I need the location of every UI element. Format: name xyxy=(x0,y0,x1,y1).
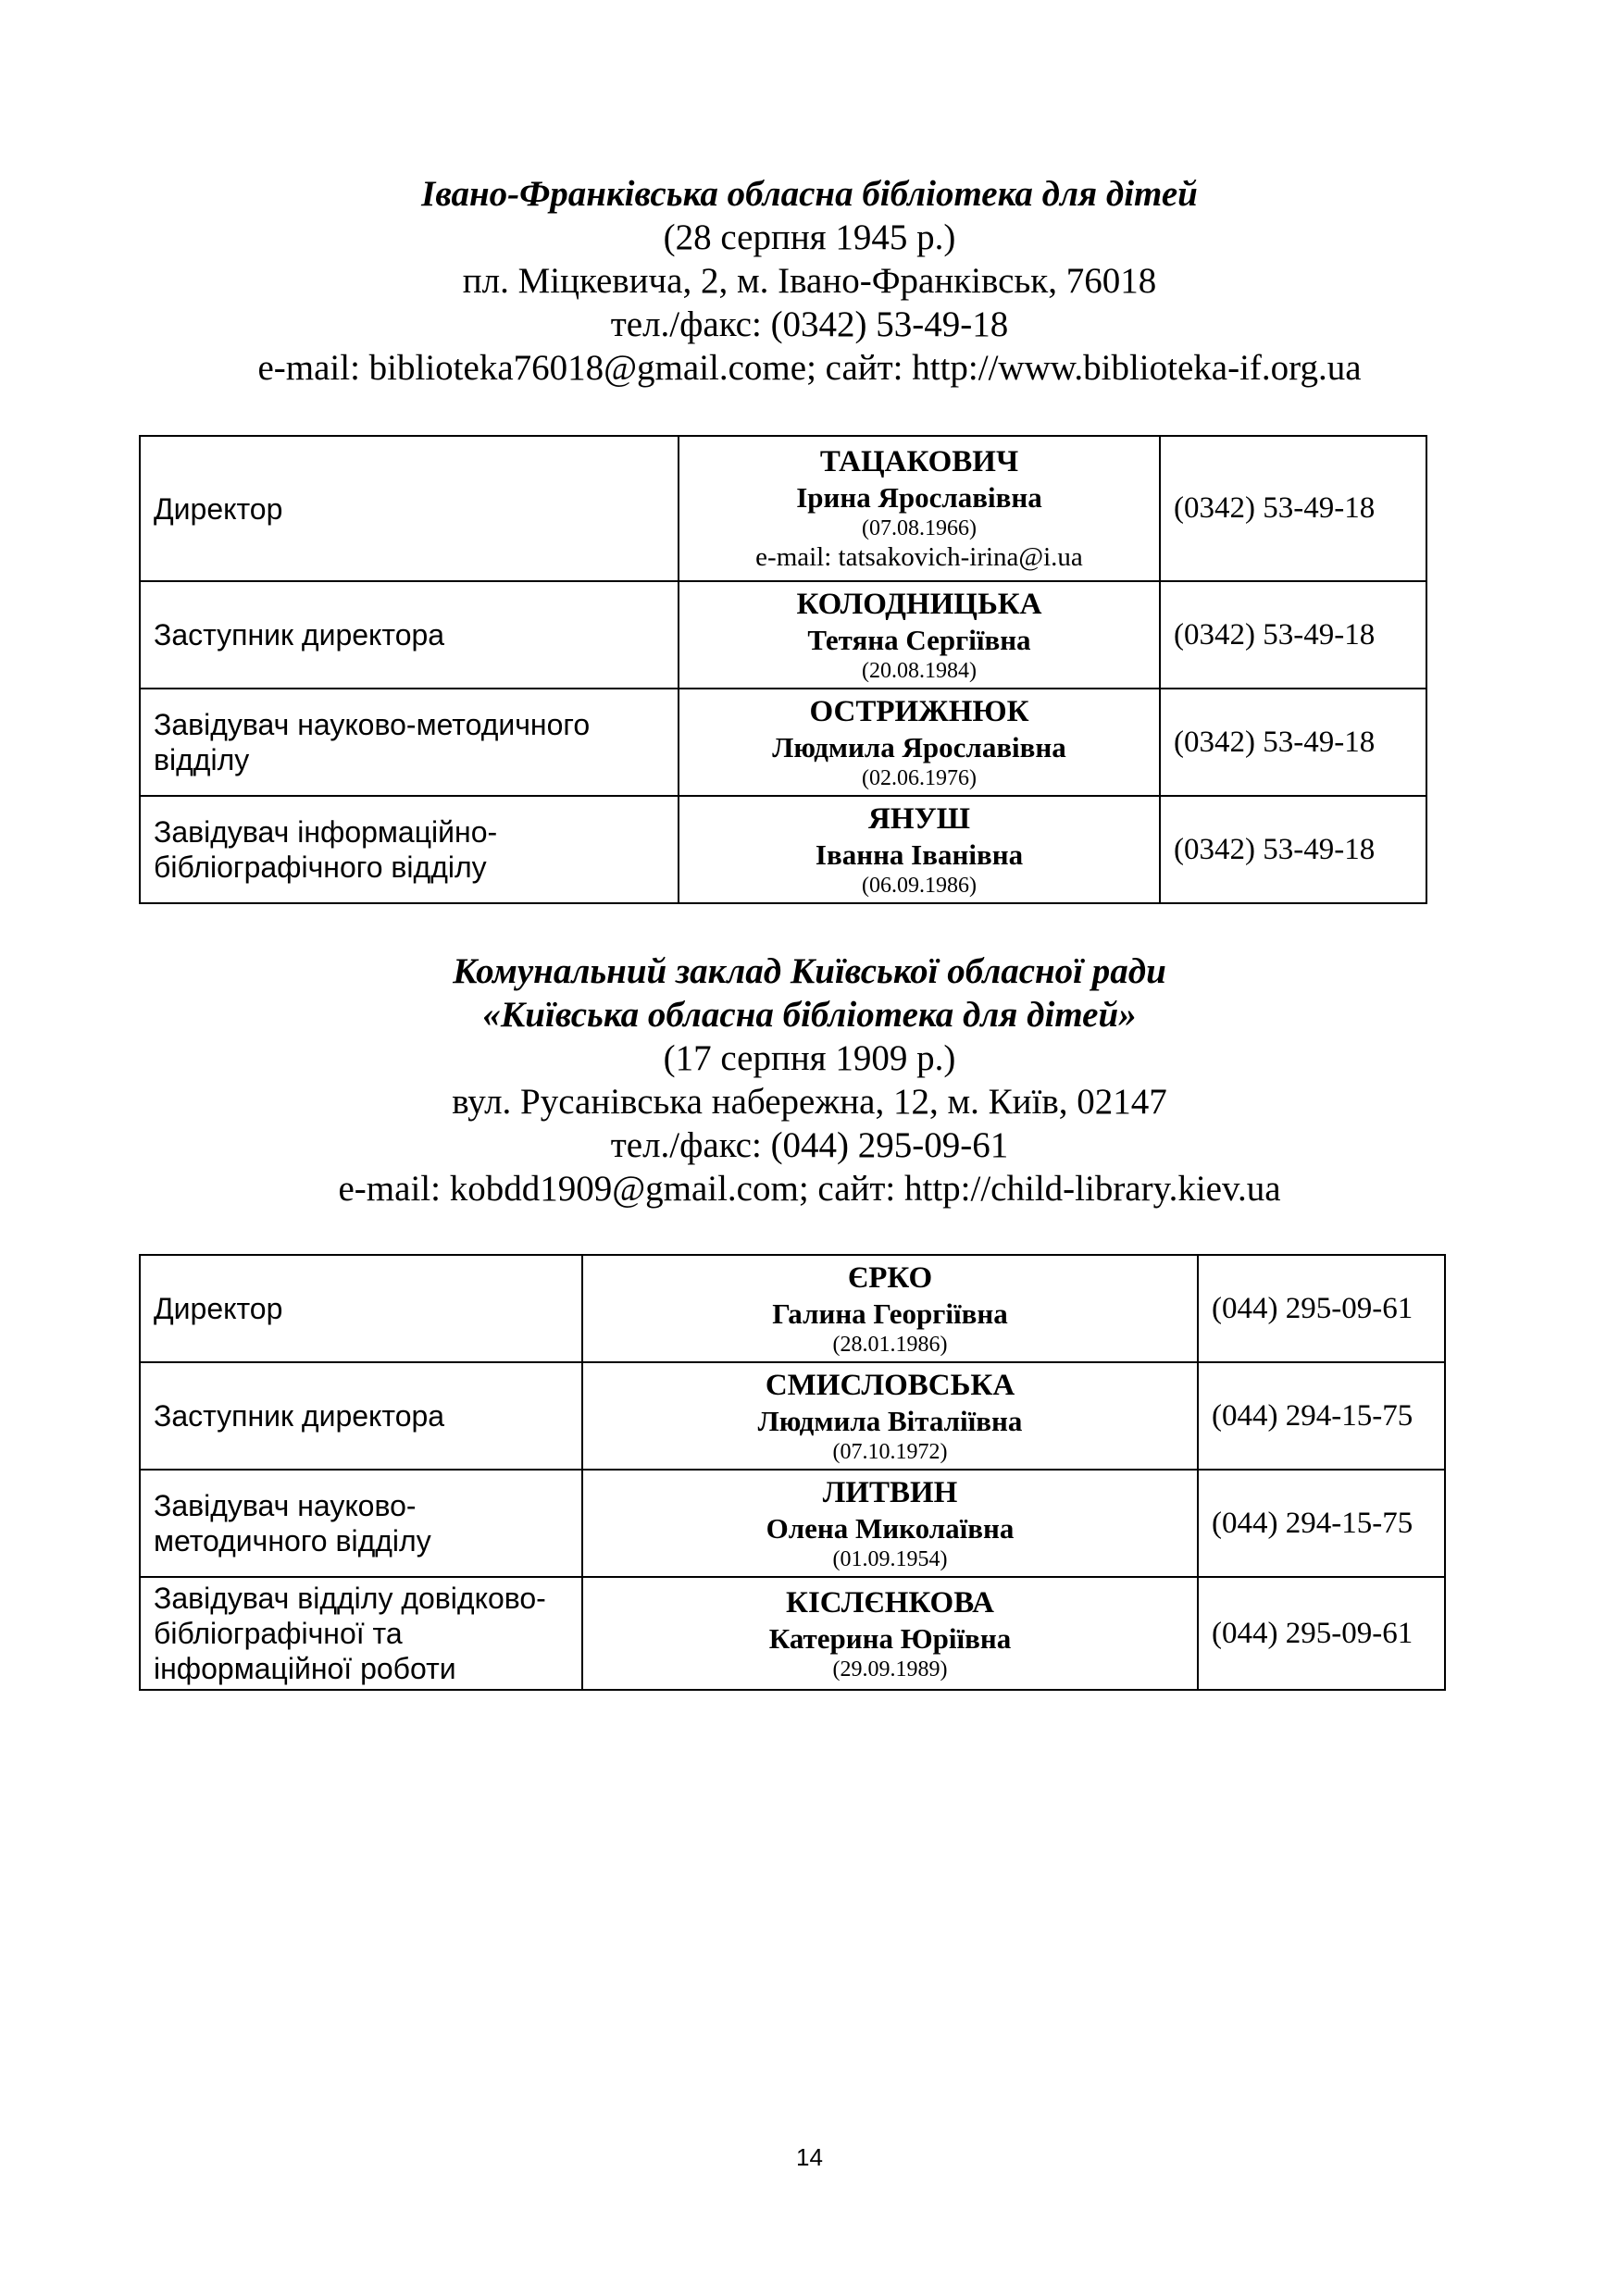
person-given-name: Людмила Ярославівна xyxy=(772,730,1066,763)
org2-title-line2: «Київська обласна бібліотека для дітей» xyxy=(482,995,1137,1035)
org2-contacts: e-mail: kobdd1909@gmail.com; сайт: http://child-library.kiev.ua xyxy=(338,1169,1281,1209)
person-cell xyxy=(582,1362,1198,1470)
person-birth-date: (01.09.1954) xyxy=(832,1546,948,1571)
table-row xyxy=(140,1362,1445,1470)
person-given-name: Іванна Іванівна xyxy=(815,838,1024,871)
person-given-name: Ірина Ярославівна xyxy=(796,481,1042,514)
person-birth-date: (06.09.1986) xyxy=(862,873,977,898)
phone-cell: (0342) 53-49-18 xyxy=(1160,689,1426,796)
person-email: e-mail: tatsakovich-irina@i.ua xyxy=(755,542,1083,572)
org2-staff-table xyxy=(139,1254,1446,1691)
org2-address: вул. Русанівська набережна, 12, м. Київ, 02147 xyxy=(452,1082,1167,1122)
table-row xyxy=(140,436,1426,581)
person-birth-date: (29.09.1989) xyxy=(832,1657,948,1682)
person-surname: ОСТРИЖНЮК xyxy=(809,694,1029,728)
person-surname: ТАЦАКОВИЧ xyxy=(819,445,1019,478)
role-cell: Завідувач науково-методичного відділу xyxy=(140,689,679,796)
org1-contacts: e-mail: biblioteka76018@gmail.come; сайт: http://www.biblioteka-if.org.ua xyxy=(257,348,1362,388)
phone-cell: (044) 294-15-75 xyxy=(1198,1470,1445,1577)
person-birth-date: (02.06.1976) xyxy=(862,765,977,790)
org1-address: пл. Міцкевича, 2, м. Івано-Франківськ, 76018 xyxy=(462,261,1157,301)
org1-title: Івано-Франківська обласна бібліотека для дітей xyxy=(421,174,1198,214)
phone-cell: (0342) 53-49-18 xyxy=(1160,796,1426,903)
person-surname: СМИСЛОВСЬКА xyxy=(765,1368,1015,1402)
person-cell xyxy=(679,436,1160,581)
page-number: 14 xyxy=(796,2143,823,2171)
table-row xyxy=(140,689,1426,796)
org1-date: (28 серпня 1945 р.) xyxy=(663,217,956,257)
person-given-name: Олена Миколаївна xyxy=(766,1511,1015,1545)
org2-title-line1: Комунальний заклад Київської обласної ради xyxy=(453,951,1166,991)
role-cell: Директор xyxy=(140,436,679,581)
person-surname: ЄРКО xyxy=(847,1260,933,1295)
person-given-name: Тетяна Сергіївна xyxy=(807,623,1031,656)
org1-staff-table xyxy=(139,435,1427,904)
role-cell: Завідувач інформаційно-бібліографічного відділу xyxy=(140,796,679,903)
table-row xyxy=(140,1577,1445,1690)
person-surname: КІСЛЄНКОВА xyxy=(786,1585,994,1620)
org2-phone: тел./факс: (044) 295-09-61 xyxy=(610,1125,1009,1165)
person-surname: ЛИТВИН xyxy=(822,1475,958,1509)
role-cell: Заступник директора xyxy=(140,581,679,689)
table-row xyxy=(140,1255,1445,1362)
person-cell xyxy=(679,581,1160,689)
phone-cell: (044) 295-09-61 xyxy=(1198,1577,1445,1690)
person-cell xyxy=(582,1255,1198,1362)
person-cell xyxy=(679,796,1160,903)
role-cell: Завідувач відділу довідково-бібліографічної та інформаційної роботи xyxy=(140,1577,582,1690)
org1-header xyxy=(0,172,1619,390)
person-cell xyxy=(582,1470,1198,1577)
phone-cell: (0342) 53-49-18 xyxy=(1160,581,1426,689)
phone-cell: (044) 295-09-61 xyxy=(1198,1255,1445,1362)
table-row xyxy=(140,796,1426,903)
person-birth-date: (07.10.1972) xyxy=(832,1439,948,1464)
person-surname: КОЛОДНИЦЬКА xyxy=(796,587,1042,621)
person-given-name: Галина Георгіївна xyxy=(772,1297,1008,1330)
org2-header xyxy=(0,949,1619,1210)
org1-phone: тел./факс: (0342) 53-49-18 xyxy=(610,304,1009,344)
person-given-name: Людмила Віталіївна xyxy=(757,1404,1023,1437)
person-surname: ЯНУШ xyxy=(868,801,970,836)
role-cell: Заступник директора xyxy=(140,1362,582,1470)
person-cell xyxy=(582,1577,1198,1690)
person-birth-date: (28.01.1986) xyxy=(832,1332,948,1357)
phone-cell: (0342) 53-49-18 xyxy=(1160,436,1426,581)
org2-date: (17 серпня 1909 р.) xyxy=(663,1038,956,1078)
person-cell xyxy=(679,689,1160,796)
table-row xyxy=(140,581,1426,689)
table-row xyxy=(140,1470,1445,1577)
person-given-name: Катерина Юріївна xyxy=(768,1621,1012,1655)
role-cell: Завідувач науково-методичного відділу xyxy=(140,1470,582,1577)
person-birth-date: (20.08.1984) xyxy=(862,658,977,683)
person-birth-date: (07.08.1966) xyxy=(862,516,977,540)
phone-cell: (044) 294-15-75 xyxy=(1198,1362,1445,1470)
role-cell: Директор xyxy=(140,1255,582,1362)
